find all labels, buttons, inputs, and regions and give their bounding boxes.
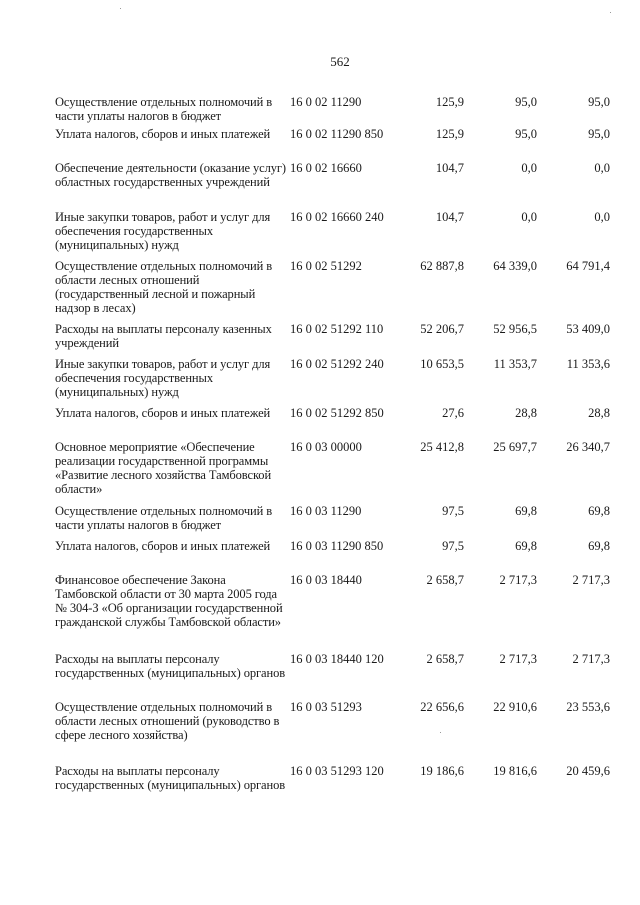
row-code: 16 0 02 11290 850 xyxy=(290,127,384,141)
row-code: 16 0 02 16660 xyxy=(290,161,362,175)
row-value-3: 20 459,6 xyxy=(566,764,610,778)
row-value-1: 10 653,5 xyxy=(420,357,464,371)
row-description: Основное мероприятие «Обеспечение реализации государственной программы «Развитие лесного хозяйства Тамбовской области» xyxy=(55,440,272,496)
row-value-3: 69,8 xyxy=(588,539,610,553)
row-code: 16 0 02 51292 850 xyxy=(290,406,384,420)
row-description: Иные закупки товаров, работ и услуг для обеспечения государственных (муниципальных) нужд xyxy=(55,357,271,399)
row-description: Уплата налогов, сборов и иных платежей xyxy=(55,127,271,141)
row-code: 16 0 02 51292 110 xyxy=(290,322,384,336)
row-description: Расходы на выплаты персоналу казенных учреждений xyxy=(55,322,272,350)
row-value-1: 125,9 xyxy=(435,127,464,141)
row-value-1: 22 656,6 xyxy=(420,700,464,714)
row-description: Осуществление отдельных полномочий в части уплаты налогов в бюджет xyxy=(55,504,273,532)
row-value-1: 125,9 xyxy=(435,95,464,109)
page-number: 562 xyxy=(330,54,350,69)
row-value-3: 28,8 xyxy=(588,406,610,420)
row-code: 16 0 02 16660 240 xyxy=(290,210,384,224)
row-value-3: 53 409,0 xyxy=(566,322,610,336)
row-description: Финансовое обеспечение Закона Тамбовской области от 30 марта 2005 года № 304-З «Об организации государственной гражданской службы Тамбовской области» xyxy=(55,573,283,629)
row-value-3: 11 353,6 xyxy=(566,357,610,371)
scan-speck xyxy=(440,732,441,733)
row-value-2: 69,8 xyxy=(515,539,537,553)
row-value-2: 95,0 xyxy=(515,95,537,109)
row-value-2: 95,0 xyxy=(515,127,537,141)
row-code: 16 0 03 18440 120 xyxy=(290,652,384,666)
row-description: Уплата налогов, сборов и иных платежей xyxy=(55,406,271,420)
row-description: Обеспечение деятельности (оказание услуг) областных государственных учреждений xyxy=(55,161,286,189)
scan-speck xyxy=(610,12,611,13)
row-value-1: 97,5 xyxy=(442,504,464,518)
row-value-3: 69,8 xyxy=(588,504,610,518)
row-description: Осуществление отдельных полномочий в области лесных отношений (государственный лесной и пожарный надзор в лесах) xyxy=(55,259,273,315)
row-value-3: 23 553,6 xyxy=(566,700,610,714)
row-code: 16 0 02 11290 xyxy=(290,95,362,109)
scan-speck xyxy=(120,8,121,9)
row-value-3: 0,0 xyxy=(594,210,610,224)
row-value-3: 2 717,3 xyxy=(572,652,610,666)
row-value-2: 22 910,6 xyxy=(493,700,537,714)
row-value-2: 0,0 xyxy=(521,161,537,175)
row-value-1: 62 887,8 xyxy=(420,259,464,273)
row-value-2: 2 717,3 xyxy=(499,573,537,587)
row-value-1: 97,5 xyxy=(442,539,464,553)
row-code: 16 0 03 11290 xyxy=(290,504,362,518)
row-value-2: 69,8 xyxy=(515,504,537,518)
row-value-2: 19 816,6 xyxy=(493,764,537,778)
row-value-1: 25 412,8 xyxy=(420,440,464,454)
row-code: 16 0 03 51293 120 xyxy=(290,764,384,778)
row-code: 16 0 03 51293 xyxy=(290,700,362,714)
row-value-3: 2 717,3 xyxy=(572,573,610,587)
row-code: 16 0 03 18440 xyxy=(290,573,362,587)
row-value-1: 52 206,7 xyxy=(420,322,464,336)
row-value-3: 64 791,4 xyxy=(566,259,610,273)
row-value-2: 0,0 xyxy=(521,210,537,224)
row-value-2: 52 956,5 xyxy=(493,322,537,336)
row-value-1: 2 658,7 xyxy=(426,652,464,666)
row-code: 16 0 02 51292 xyxy=(290,259,362,273)
row-value-2: 2 717,3 xyxy=(499,652,537,666)
row-value-3: 26 340,7 xyxy=(566,440,610,454)
row-description: Осуществление отдельных полномочий в области лесных отношений (руководство в сфере лесного хозяйства) xyxy=(55,700,280,742)
row-code: 16 0 03 11290 850 xyxy=(290,539,384,553)
row-value-2: 64 339,0 xyxy=(493,259,537,273)
row-description: Уплата налогов, сборов и иных платежей xyxy=(55,539,271,553)
row-value-2: 11 353,7 xyxy=(493,357,537,371)
row-description: Осуществление отдельных полномочий в части уплаты налогов в бюджет xyxy=(55,95,273,123)
row-value-2: 25 697,7 xyxy=(493,440,537,454)
row-description: Иные закупки товаров, работ и услуг для обеспечения государственных (муниципальных) нужд xyxy=(55,210,271,252)
row-value-3: 95,0 xyxy=(588,127,610,141)
row-value-3: 95,0 xyxy=(588,95,610,109)
row-description: Расходы на выплаты персоналу государственных (муниципальных) органов xyxy=(55,764,286,792)
row-value-2: 28,8 xyxy=(515,406,537,420)
row-code: 16 0 02 51292 240 xyxy=(290,357,384,371)
row-value-1: 104,7 xyxy=(435,161,464,175)
row-value-1: 104,7 xyxy=(435,210,464,224)
row-value-1: 19 186,6 xyxy=(420,764,464,778)
row-code: 16 0 03 00000 xyxy=(290,440,362,454)
row-value-1: 27,6 xyxy=(442,406,464,420)
row-value-3: 0,0 xyxy=(594,161,610,175)
row-value-1: 2 658,7 xyxy=(426,573,464,587)
row-description: Расходы на выплаты персоналу государственных (муниципальных) органов xyxy=(55,652,286,680)
